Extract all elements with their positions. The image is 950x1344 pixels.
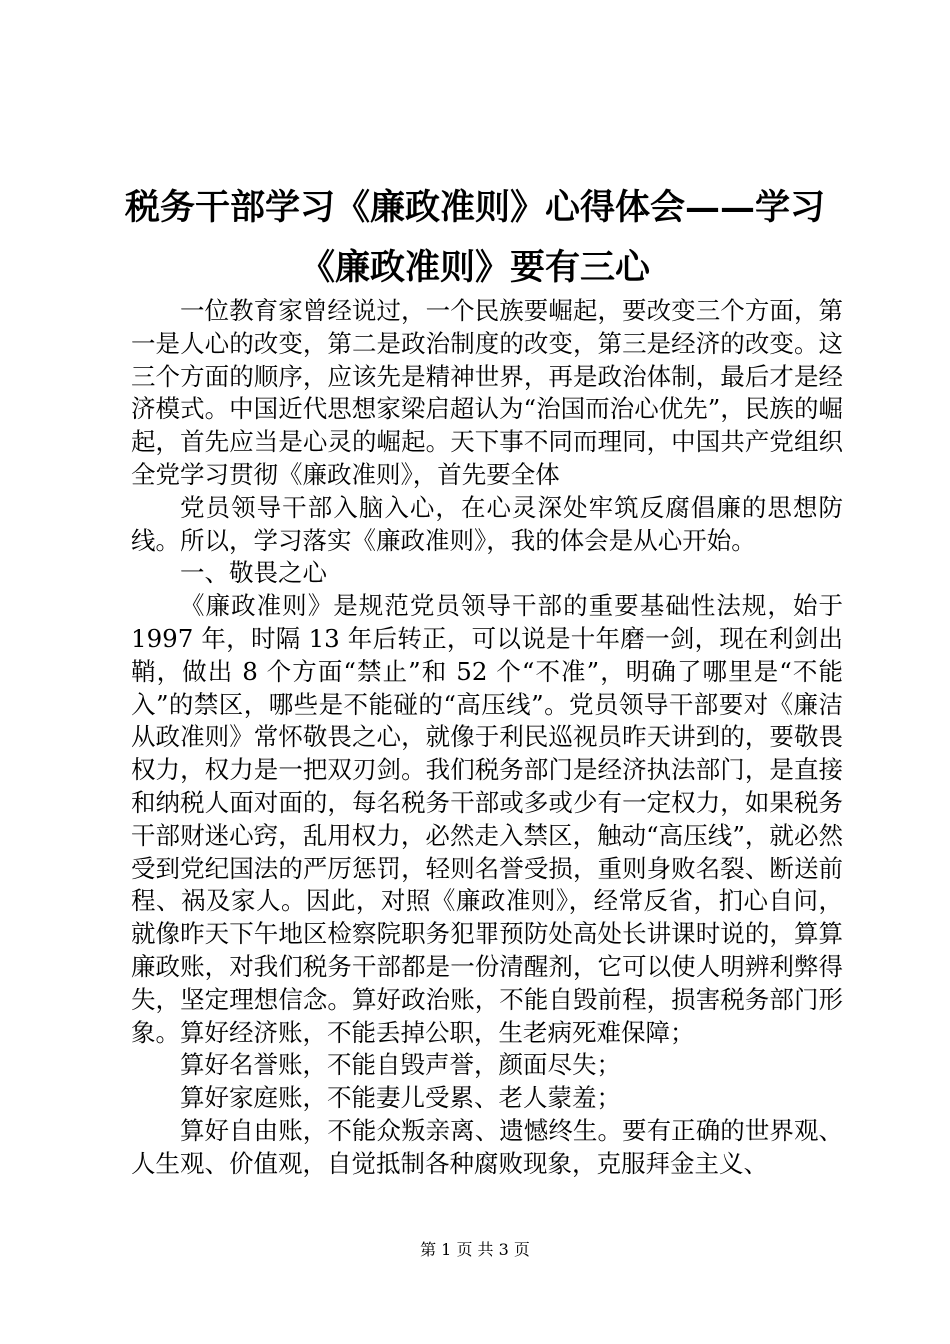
paragraph: 党员领导干部入脑入心，在心灵深处牢筑反腐倡廉的思想防线。所以，学习落实《廉政准则》，我的体会是从心开始。 [131, 492, 843, 555]
document-title-line-1: 税务干部学习《廉政准则》心得体会——学习 [124, 187, 825, 228]
paragraph: 《廉政准则》是规范党员领导干部的重要基础性法规，始于 1997 年，时隔 13 年后转正，可以说是十年磨一剑，现在利剑出鞘，做出 8 个方面“禁止”和 52 个“不准”，明确了哪里是“不能入”的禁区，哪些是不能碰的“高压线”。党员领导干部要对《廉洁从政准则》常怀敬畏之心，就像于利民巡视员昨天讲到的，要敬畏权力，权力是一把双刃剑。我们税务部门是经济执法部门，是直接和纳税人面对面的，每名税务干部或多或少有一定权力，如果税务干部财迷心窍，乱用权力，必然走入禁区，触动“高压线”，就必然受到党纪国法的严厉惩罚，轻则名誉受损，重则身败名裂、断送前程、祸及家人。因此，对照《廉政准则》，经常反省，扪心自问，就像昨天下午地区检察院职务犯罪预防处高处长讲课时说的，算算廉政账，对我们税务干部都是一份清醒剂，它可以使人明辨利弊得失，坚定理想信念。算好政治账，不能自毁前程，损害税务部门形象。算好经济账，不能丢掉公职，生老病死难保障； [131, 591, 843, 1047]
paragraph: 一位教育家曾经说过，一个民族要崛起，要改变三个方面，第一是人心的改变，第二是政治制度的改变，第三是经济的改变。这三个方面的顺序，应该先是精神世界，再是政治体制，最后才是经济模式。中国近代思想家梁启超认为“治国而治心优先”，民族的崛起，首先应当是心灵的崛起。天下事不同而理同，中国共产党组织全党学习贯彻《廉政准则》，首先要全体 [131, 296, 843, 489]
page-footer: 第 1 页 共 3 页 [420, 1240, 530, 1259]
document-title-line-2: 《廉政准则》要有三心 [299, 247, 650, 288]
paragraph: 算好家庭账，不能妻儿受累、老人蒙羞； [180, 1083, 621, 1113]
paragraph: 算好自由账，不能众叛亲离、遗憾终生。要有正确的世界观、人生观、价值观，自觉抵制各种腐败现象，克服拜金主义、 [131, 1115, 843, 1178]
section-heading: 一、敬畏之心 [180, 558, 327, 588]
document-body [131, 295, 843, 1181]
paragraph: 算好名誉账，不能自毁声誉，颜面尽失； [180, 1050, 621, 1080]
